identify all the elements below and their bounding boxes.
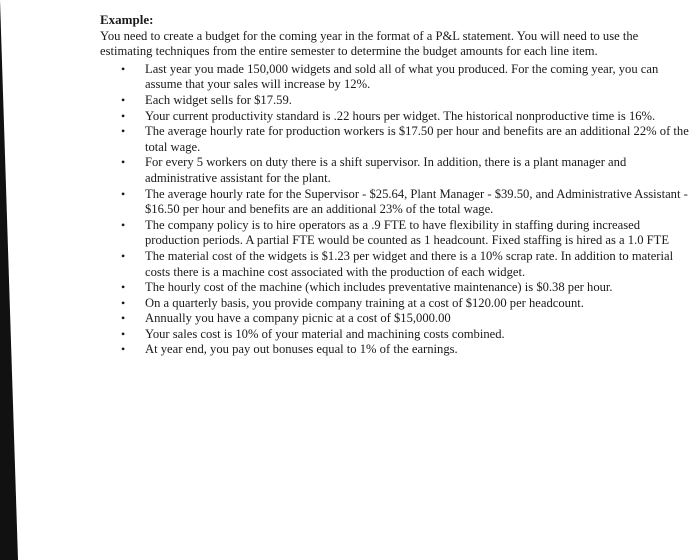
bullet-text: Annually you have a company picnic at a cost of $15,000.00 bbox=[145, 311, 451, 326]
bullet-icon: • bbox=[121, 61, 126, 76]
list-item bbox=[100, 109, 690, 125]
list-item bbox=[100, 187, 690, 218]
bullet-text: Each widget sells for $17.59. bbox=[145, 92, 292, 107]
list-item bbox=[100, 155, 690, 186]
bullet-icon: • bbox=[121, 311, 126, 326]
bullet-icon: • bbox=[121, 280, 126, 295]
bullet-text: The material cost of the widgets is $1.23 per widget and there is a 10% scrap rate. In addition to material costs there is a machine cost associated with the production of each widget. bbox=[145, 248, 674, 279]
bullet-text: The average hourly rate for the Supervisor - $25.64, Plant Manager - $39.50, and Administrative Assistant - $16.50 per hour and benefits are an additional 23% of the total wage. bbox=[145, 186, 688, 217]
bullet-text: The average hourly rate for production workers is $17.50 per hour and benefits are an additional 22% of the total wage. bbox=[145, 124, 689, 154]
list-item bbox=[100, 62, 690, 93]
bullet-icon: • bbox=[121, 217, 126, 232]
bullet-icon: • bbox=[121, 92, 126, 107]
list-item bbox=[100, 124, 690, 155]
bullet-text: At year end, you pay out bonuses equal to 1% of the earnings. bbox=[145, 342, 458, 357]
example-heading: Example: bbox=[100, 12, 154, 27]
bullet-icon: • bbox=[121, 155, 126, 170]
bullet-list bbox=[100, 62, 690, 358]
bullet-text: The company policy is to hire operators as a .9 FTE to have flexibility in staffing during increased production periods. A partial FTE would be counted as 1 headcount. Fixed staffing is hired as a 1.0 FTE bbox=[145, 217, 670, 248]
list-item bbox=[100, 249, 690, 280]
bullet-icon: • bbox=[121, 342, 126, 357]
list-item bbox=[100, 327, 690, 343]
list-item bbox=[100, 280, 690, 296]
document-page bbox=[100, 12, 690, 358]
bullet-text: Last year you made 150,000 widgets and sold all of what you produced. For the coming year, you can assume that your sales will increase by 12%. bbox=[145, 61, 659, 92]
bullet-icon: • bbox=[121, 295, 126, 310]
page-shadow-edge bbox=[0, 0, 18, 560]
list-item bbox=[100, 311, 690, 327]
list-item bbox=[100, 218, 690, 249]
intro-paragraph: You need to create a budget for the coming year in the format of a P&L statement. You will need to use the estimating techniques from the entire semester to determine the budget amounts for each line item. bbox=[100, 28, 639, 59]
bullet-icon: • bbox=[121, 326, 126, 341]
bullet-icon: • bbox=[121, 248, 126, 263]
bullet-text: For every 5 workers on duty there is a shift supervisor. In addition, there is a plant manager and administrative assistant for the plant. bbox=[145, 155, 627, 185]
bullet-icon: • bbox=[121, 124, 126, 139]
bullet-text: Your current productivity standard is .22 hours per widget. The historical nonproductive time is 16%. bbox=[145, 108, 656, 123]
list-item bbox=[100, 296, 690, 312]
list-item bbox=[100, 342, 690, 358]
bullet-icon: • bbox=[121, 108, 126, 123]
bullet-text: Your sales cost is 10% of your material and machining costs combined. bbox=[145, 326, 505, 341]
bullet-icon: • bbox=[121, 186, 126, 201]
bullet-text: On a quarterly basis, you provide company training at a cost of $120.00 per headcount. bbox=[145, 295, 584, 310]
bullet-text: The hourly cost of the machine (which includes preventative maintenance) is $0.38 per hour. bbox=[145, 280, 613, 295]
list-item bbox=[100, 93, 690, 109]
